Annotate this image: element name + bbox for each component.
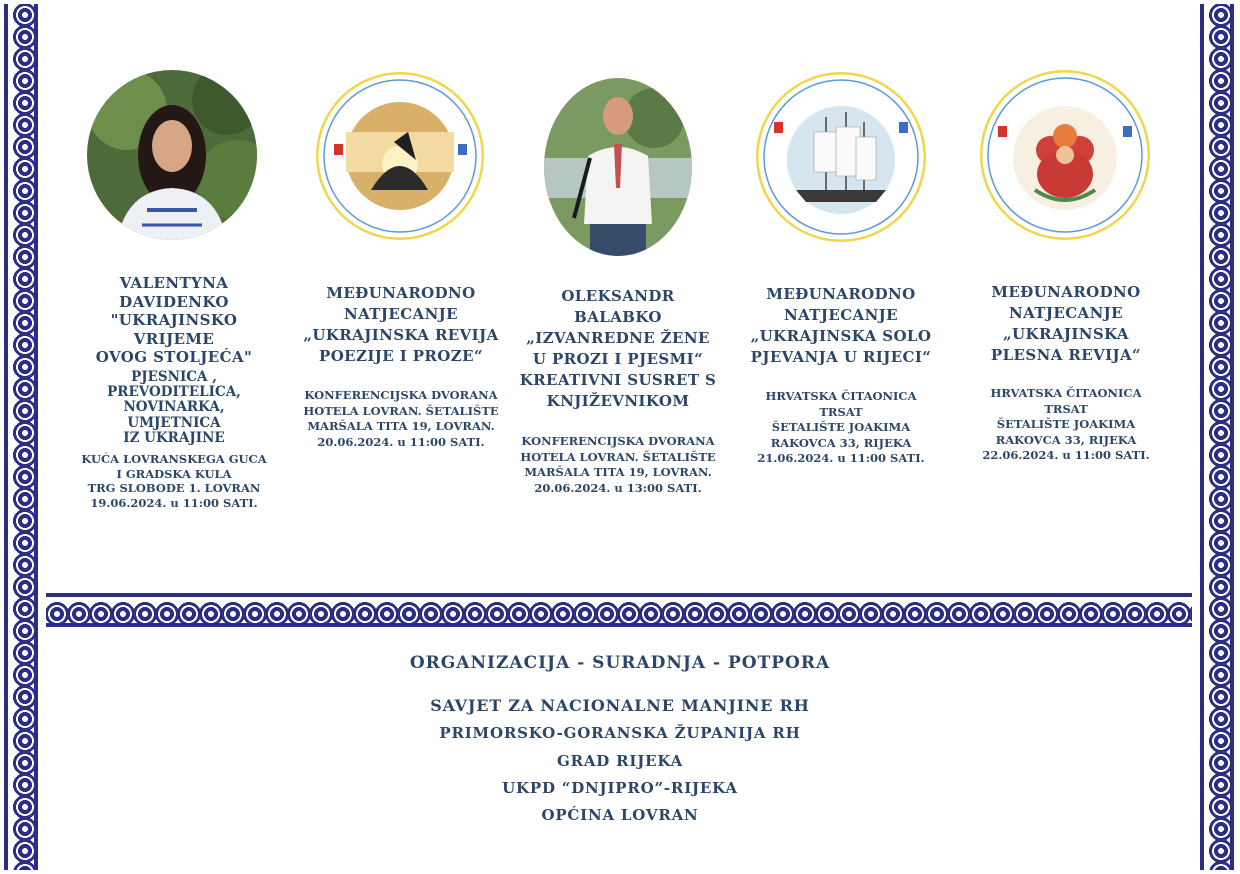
revue-poezije-logo-image [316, 72, 484, 240]
dance-revue-details: HRVATSKA ČITAONICA TRSAT ŠETALIŠTE JOAKIMA RAKOVCA 33, RIJEKA 22.06.2024. u 11:00 SATI. [982, 386, 1150, 462]
solo-pjevanja-logo-image [756, 72, 926, 242]
portrait-photo-1 [87, 70, 257, 240]
org-line-4: UKPD “DNJIPRO”-RIJEKA [502, 779, 738, 797]
valentyna-details: KUĆA LOVRANSKEGA GUCA I GRADSKA KULA TRG SLOBODE 1. LOVRAN 19.06.2024. u 11:00 SATI. [81, 452, 267, 510]
dance-revue-logo [980, 70, 1150, 240]
valentyna-title: VALENTYNA DAVIDENKO "UKRAJINSKO VRIJEME OVOG STOLJEĆA" [95, 274, 253, 366]
org-line-2: PRIMORSKO-GORANSKA ŽUPANIJA RH [439, 724, 801, 742]
portrait-photo-3 [544, 78, 692, 256]
poetry-revue-title: MEĐUNARODNO NATJECANJE „UKRAJINSKA REVIJA POEZIJE I PROZE“ [303, 284, 499, 365]
plesna-revija-logo-image [980, 70, 1150, 240]
oleksandr-portrait [544, 78, 692, 256]
valentyna-subtitle: PJESNICA , PREVODITELICA, NOVINARKA, UMJETNICA IZ UKRAJINE [107, 369, 241, 446]
oleksandr-details: KONFERENCIJSKA DVORANA HOTELA LOVRAN. ŠETALIŠTE MARŠALA TITA 19, LOVRAN. 20.06.2024. u 13:00 SATI. [520, 434, 716, 495]
organization-heading: ORGANIZACIJA - SURADNJA - POTPORA [409, 653, 831, 673]
poetry-revue-logo [316, 72, 484, 240]
org-line-3: GRAD RIJEKA [556, 752, 684, 770]
valentyna-portrait [87, 70, 257, 240]
poetry-revue-details: KONFERENCIJSKA DVORANA HOTELA LOVRAN. ŠETALIŠTE MARŠALA TITA 19, LOVRAN. 20.06.2024. u 11:00 SATI. [303, 388, 499, 449]
org-line-1: SAVJET ZA NACIONALNE MANJINE RH [430, 696, 810, 715]
oleksandr-title: OLEKSANDR BALABKO „IZVANREDNE ŽENE U PROZI I PJESMI“ KREATIVNI SUSRET S KNJIŽEVNIKOM [519, 287, 717, 410]
solo-singing-logo [756, 72, 926, 242]
solo-singing-title: MEĐUNARODNO NATJECANJE „UKRAJINSKA SOLO PJEVANJA U RIJECI“ [750, 285, 932, 366]
dance-revue-title: MEĐUNARODNO NATJECANJE „UKRAJINSKA PLESNA REVIJA“ [990, 283, 1142, 364]
horizontal-ornament-border [46, 593, 1192, 627]
solo-singing-details: HRVATSKA ČITAONICA TRSAT ŠETALIŠTE JOAKIMA RAKOVCA 33, RIJEKA 21.06.2024. u 11:00 SATI. [757, 389, 925, 465]
org-line-5: OPĆINA LOVRAN [541, 806, 699, 824]
